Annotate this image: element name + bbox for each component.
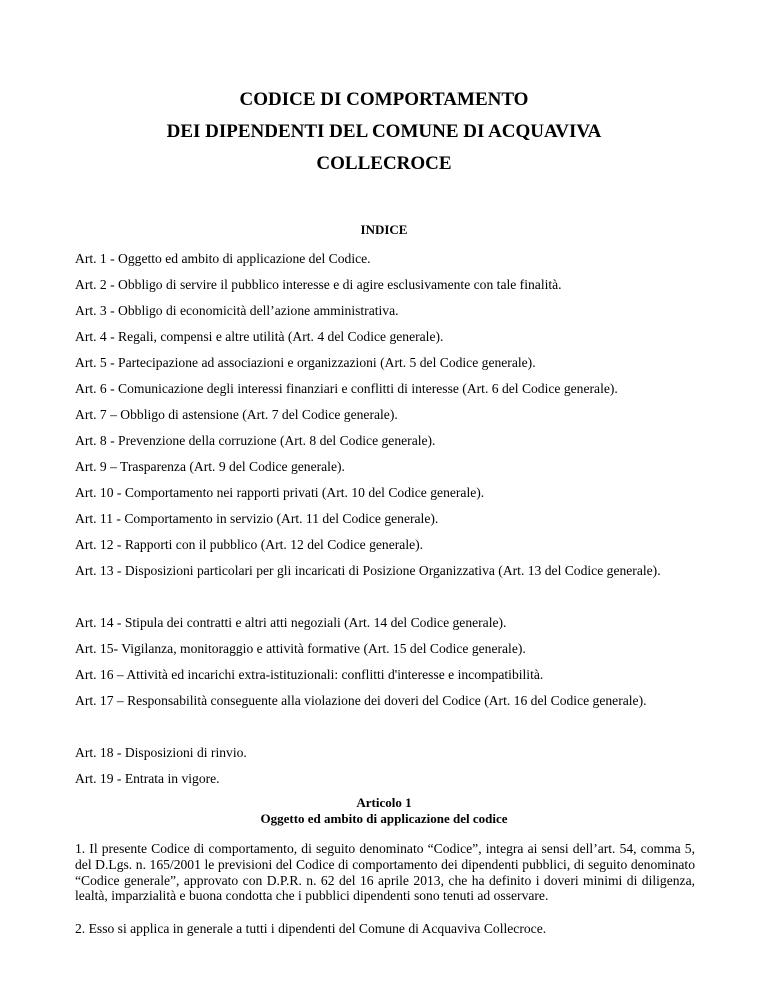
toc-item: Art. 12 - Rapporti con il pubblico (Art. 12 del Codice generale). [75,537,424,552]
article-title: Oggetto ed ambito di applicazione del codice [260,811,508,826]
document-title-line-3: COLLECROCE [316,153,452,174]
toc-item: Art. 4 - Regali, compensi e altre utilità (Art. 4 del Codice generale). [75,329,444,344]
toc-item: Art. 13 - Disposizioni particolari per gli incaricati di Posizione Organizzativa (Art. 13 del Codice generale). [75,563,661,578]
toc-item: Art. 15- Vigilanza, monitoraggio e attività formative (Art. 15 del Codice generale). [75,641,526,656]
toc-item: Art. 16 – Attività ed incarichi extra-istituzionali: conflitti d'interesse e incompatibilità. [75,667,544,682]
toc-item: Art. 1 - Oggetto ed ambito di applicazione del Codice. [75,251,371,266]
toc-item: Art. 8 - Prevenzione della corruzione (Art. 8 del Codice generale). [75,433,436,448]
toc-item: Art. 7 – Obbligo di astensione (Art. 7 del Codice generale). [75,407,398,422]
toc-item: Art. 14 - Stipula dei contratti e altri atti negoziali (Art. 14 del Codice generale). [75,615,507,630]
index-heading: INDICE [360,222,408,237]
toc-item: Art. 18 - Disposizioni di rinvio. [75,745,247,760]
toc-item: Art. 11 - Comportamento in servizio (Art. 11 del Codice generale). [75,511,439,526]
toc-item: Art. 19 - Entrata in vigore. [75,771,220,786]
article-number: Articolo 1 [356,795,412,810]
toc-item: Art. 2 - Obbligo di servire il pubblico interesse e di agire esclusivamente con tale finalità. [75,277,562,292]
toc-item: Art. 3 - Obbligo di economicità dell’azione amministrativa. [75,303,399,318]
toc-item: Art. 5 - Partecipazione ad associazioni e organizzazioni (Art. 5 del Codice generale). [75,355,536,370]
document-title-line-1: CODICE DI COMPORTAMENTO [239,89,529,110]
article-paragraph: 2. Esso si applica in generale a tutti i dipendenti del Comune di Acquaviva Collecroce. [75,921,547,936]
toc-item: Art. 6 - Comunicazione degli interessi finanziari e conflitti di interesse (Art. 6 del Codice generale). [75,381,618,396]
article-paragraph: 1. Il presente Codice di comportamento, di seguito denominato “Codice”, integra ai sensi dell’art. 54, comma 5, del D.Lgs. n. 165/2001 le previsioni del Codice di comportamento dei dipendenti pubblici, di seguito denominato “Codice generale”, approvato con D.P.R. n. 62 del 16 aprile 2013, che ha definito i doveri minimi di diligenza, lealtà, imparzialità e buona condotta che i pubblici dipendenti sono tenuti ad osservare. [75,841,695,904]
document-title-line-2: DEI DIPENDENTI DEL COMUNE DI ACQUAVIVA [166,121,602,142]
toc-item: Art. 9 – Trasparenza (Art. 9 del Codice generale). [75,459,345,474]
toc-item: Art. 10 - Comportamento nei rapporti privati (Art. 10 del Codice generale). [75,485,485,500]
toc-item: Art. 17 – Responsabilità conseguente alla violazione dei doveri del Codice (Art. 16 del Codice generale). [75,693,647,708]
